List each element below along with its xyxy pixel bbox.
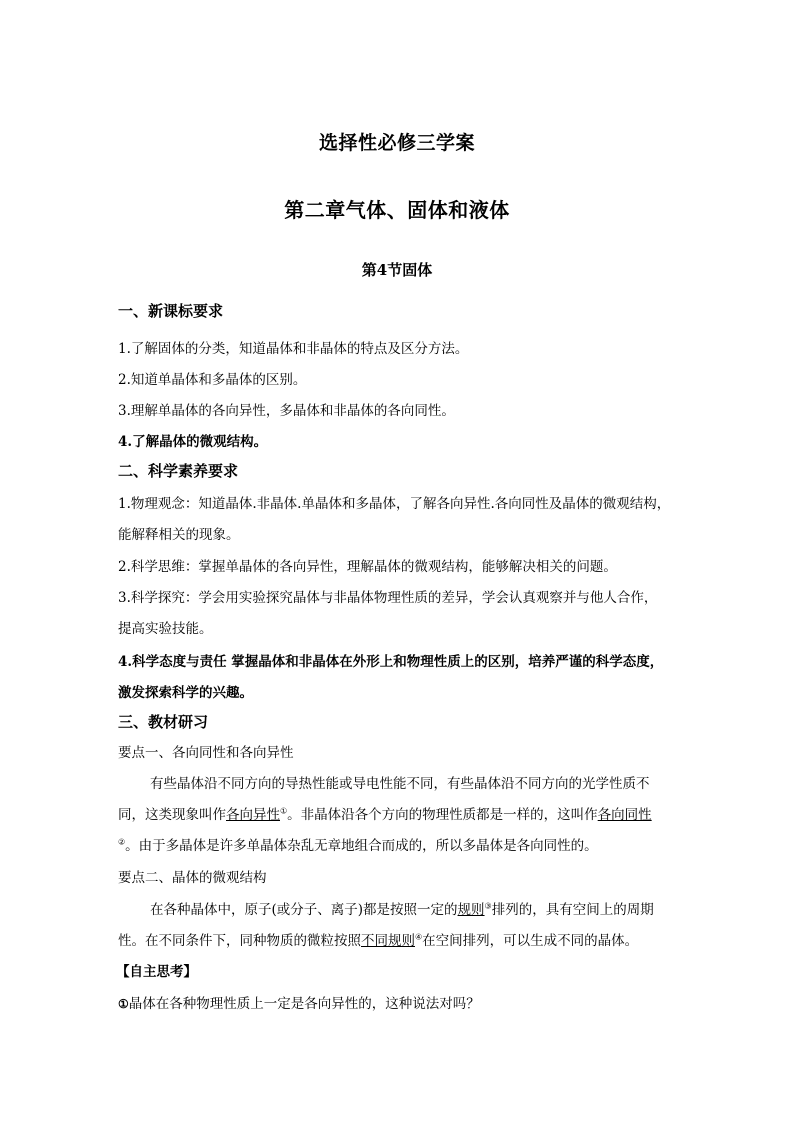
point1-para-line3 xyxy=(118,834,678,854)
part3-heading: 三、教材研习 xyxy=(118,713,209,731)
note-mark-2: ② xyxy=(118,837,126,847)
point2-para-line1 xyxy=(150,898,710,918)
part2-item-3-line1: 3.科学探究：学会用实验探究晶体与非晶体物理性质的差异，学会认真观察并与他人合作， xyxy=(118,590,658,606)
point2-text-a: 在各种晶体中，原子(或分子、离子)都是按照一定的 xyxy=(150,902,458,918)
point2-para-line2 xyxy=(118,929,678,949)
term-anisotropy: 各向异性 xyxy=(226,807,280,823)
note-mark-3: ③ xyxy=(484,901,492,911)
term-rule: 规则 xyxy=(457,902,485,918)
point2-text-b: 排列的，具有空间上的周期 xyxy=(491,902,654,918)
part2-item-4-line1: 4.科学态度与责任 掌握晶体和非晶体在外形上和物理性质上的区别，培养严谨的科学态度， xyxy=(118,654,664,670)
note-mark-4: ④ xyxy=(415,932,423,942)
think-question-1 xyxy=(118,992,678,1012)
point1-title: 要点一、各向同性和各向异性 xyxy=(118,745,294,761)
part1-item-3: 3.理解单晶体的各向异性，多晶体和非晶体的各向同性。 xyxy=(118,403,455,419)
main-title: 选择性必修三学案 xyxy=(318,132,475,154)
part2-item-3-line2: 提高实验技能。 xyxy=(118,621,213,637)
section-title: 第4节固体 xyxy=(361,261,433,279)
part2-item-1-line2: 能解释相关的现象。 xyxy=(118,527,240,543)
point1-para-line2 xyxy=(118,803,678,823)
term-different-rule: 不同规则 xyxy=(361,933,415,949)
question-mark-1: ① xyxy=(118,997,129,1011)
point2-text-c: 性。在不同条件下，同种物质的微粒按照 xyxy=(118,933,361,949)
point2-text-d: 在空间排列，可以生成不同的晶体。 xyxy=(422,933,639,949)
point1-text-c: 。由于多晶体是许多单晶体杂乱无章地组合而成的，所以多晶体是各向同性的。 xyxy=(125,838,598,854)
think-question-1-text: 晶体在各种物理性质上一定是各向异性的，这种说法对吗？ xyxy=(128,996,480,1012)
chapter-title: 第二章气体、固体和液体 xyxy=(284,198,510,222)
part1-item-2: 2.知道单晶体和多晶体的区别。 xyxy=(118,372,307,388)
note-mark-1: ① xyxy=(280,806,288,816)
point1-text-a: 同，这类现象叫作 xyxy=(118,807,226,823)
part1-item-1: 1.了解固体的分类，知道晶体和非晶体的特点及区分方法。 xyxy=(118,341,469,357)
term-isotropy: 各向同性 xyxy=(597,807,652,823)
part1-item-4: 4.了解晶体的微观结构。 xyxy=(118,434,268,450)
part2-item-4-line2: 激发探索科学的兴趣。 xyxy=(118,685,253,701)
part2-heading: 二、科学素养要求 xyxy=(118,462,239,480)
part1-heading: 一、新课标要求 xyxy=(118,302,224,320)
part2-item-2: 2.科学思维：掌握单晶体的各向异性，理解晶体的微观结构，能够解决相关的问题。 xyxy=(118,559,617,575)
point1-para-line1: 有些晶体沿不同方向的导热性能或导电性能不同，有些晶体沿不同方向的光学性质不 xyxy=(150,776,650,792)
part2-item-1-line1: 1.物理观念：知道晶体.非晶体.单晶体和多晶体，了解各向异性.各向同性及晶体的微观结构， xyxy=(118,496,671,512)
point1-text-b: 。非晶体沿各个方向的物理性质都是一样的，这叫作 xyxy=(287,807,598,823)
point2-title: 要点二、晶体的微观结构 xyxy=(118,870,267,886)
think-heading: 【自主思考】 xyxy=(116,964,197,980)
